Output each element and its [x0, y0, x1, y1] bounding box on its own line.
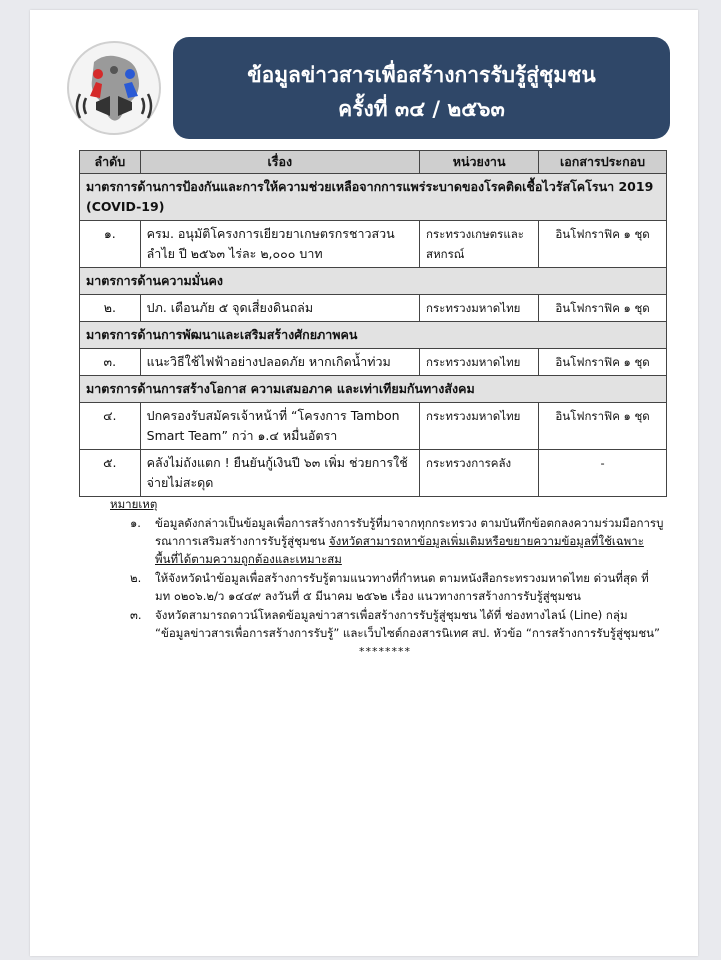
note-number: ๓.: [130, 608, 142, 622]
row-number: ๑.: [80, 221, 141, 268]
note-item: [105, 569, 665, 605]
note-item: [105, 514, 665, 568]
column-header-agency: หน่วยงาน: [420, 151, 539, 174]
row-document: -: [539, 450, 667, 497]
note-number: ๑.: [130, 516, 141, 530]
row-subject: ปภ. เตือนภัย ๕ จุดเสี่ยงดินถล่ม: [140, 295, 419, 322]
section-row: [80, 322, 667, 349]
row-agency: กระทรวงมหาดไทย: [420, 295, 539, 322]
notes-section: [105, 495, 665, 661]
row-document: อินโฟกราฟิค ๑ ชุด: [539, 295, 667, 322]
end-mark: ********: [359, 645, 411, 658]
row-agency: กระทรวงการคลัง: [420, 450, 539, 497]
table-header-row: [80, 151, 667, 174]
section-title: มาตรการด้านการสร้างโอกาส ความเสมอภาค และเท่าเทียมกันทางสังคม: [80, 376, 667, 403]
column-header-document: เอกสารประกอบ: [539, 151, 667, 174]
section-row: [80, 268, 667, 295]
note-text: จังหวัดสามารถดาวน์โหลดข้อมูลข่าวสารเพื่อสร้างการรับรู้สู่ชุมชน ได้ที่ ช่องทางไลน์ (Line) กลุ่ม “ข้อมูลข่าวสารเพื่อการสร้างการรับรู้” และเว็บไซต์กองสารนิเทศ สป. หัวข้อ “การสร้างการรับรู้สู่ชุมชน”: [155, 608, 660, 640]
note-number: ๒.: [130, 571, 142, 585]
note-text: ข้อมูลดังกล่าวเป็นข้อมูลเพื่อการสร้างการรับรู้ที่มาจากทุกกระทรวง ตามบันทึกข้อตกลงความร่วมมือการบูรณาการเสริมสร้างการรับรู้สู่ชุมชน: [155, 516, 664, 548]
issue-number: ครั้งที่ ๓๔ / ๒๕๖๓: [338, 97, 505, 121]
news-table: [79, 150, 667, 497]
row-document: อินโฟกราฟิค ๑ ชุด: [539, 349, 667, 376]
row-agency: กระทรวงมหาดไทย: [420, 349, 539, 376]
row-document: อินโฟกราฟิค ๑ ชุด: [539, 403, 667, 450]
note-text: ให้จังหวัดนำข้อมูลเพื่อสร้างการรับรู้ตามแนวทางที่กำหนด ตามหนังสือกระทรวงมหาดไทย ด่วนที่สุด ที่ มท ๐๒๐๖.๒/ว ๑๔๔๙ ลงวันที่ ๕ มีนาคม ๒๕๖๒ เรื่อง แนวทางการสร้างการรับรู้สู่ชุมชน: [155, 571, 649, 603]
row-subject: ปกครองรับสมัครเจ้าหน้าที่ “โครงการ Tambon Smart Team” กว่า ๑.๔ หมื่นอัตรา: [140, 403, 419, 450]
title-banner: [173, 37, 670, 139]
row-subject: ครม. อนุมัติโครงการเยียวยาเกษตรกรชาวสวนลำไย ปี ๒๕๖๓ ไร่ละ ๒,๐๐๐ บาท: [140, 221, 419, 268]
row-agency: กระทรวงเกษตรและสหกรณ์: [420, 221, 539, 268]
column-header-subject: เรื่อง: [140, 151, 419, 174]
note-item: [105, 606, 665, 642]
table-row: [80, 349, 667, 376]
note-underlined-text: จังหวัดสามารถหาข้อมูลเพิ่มเติมหรือขยายความข้อมูลที่ใช้เฉพาะพื้นที่ได้ตามความถูกต้องและเหมาะสม: [155, 534, 644, 566]
row-number: ๒.: [80, 295, 141, 322]
row-subject: คลังไม่ถังแตก ! ยืนยันกู้เงินปี ๖๓ เพิ่ม ช่วยการใช้จ่ายไม่สะดุด: [140, 450, 419, 497]
section-row: [80, 376, 667, 403]
section-title: มาตรการด้านการพัฒนาและเสริมสร้างศักยภาพคน: [80, 322, 667, 349]
row-number: ๔.: [80, 403, 141, 450]
section-title: มาตรการด้านการป้องกันและการให้ความช่วยเหลือจากการแพร่ระบาดของโรคติดเชื้อไวรัสโคโรนา 2019 (COVID-19): [80, 174, 667, 221]
row-agency: กระทรวงมหาดไทย: [420, 403, 539, 450]
document-page: [30, 10, 698, 956]
column-header-no: ลำดับ: [80, 151, 141, 174]
row-number: ๕.: [80, 450, 141, 497]
row-subject: แนะวิธีใช้ไฟฟ้าอย่างปลอดภัย หากเกิดน้ำท่วม: [140, 349, 419, 376]
row-number: ๓.: [80, 349, 141, 376]
table-row: [80, 450, 667, 497]
page-title: ข้อมูลข่าวสารเพื่อสร้างการรับรู้สู่ชุมชน: [247, 63, 596, 87]
table-row: [80, 221, 667, 268]
row-document: อินโฟกราฟิค ๑ ชุด: [539, 221, 667, 268]
community-megaphone-logo: [66, 40, 162, 136]
table-row: [80, 403, 667, 450]
logo-icon: [66, 40, 162, 136]
section-row: [80, 174, 667, 221]
notes-heading: หมายเหตุ: [110, 497, 158, 511]
section-title: มาตรการด้านความมั่นคง: [80, 268, 667, 295]
table-row: [80, 295, 667, 322]
